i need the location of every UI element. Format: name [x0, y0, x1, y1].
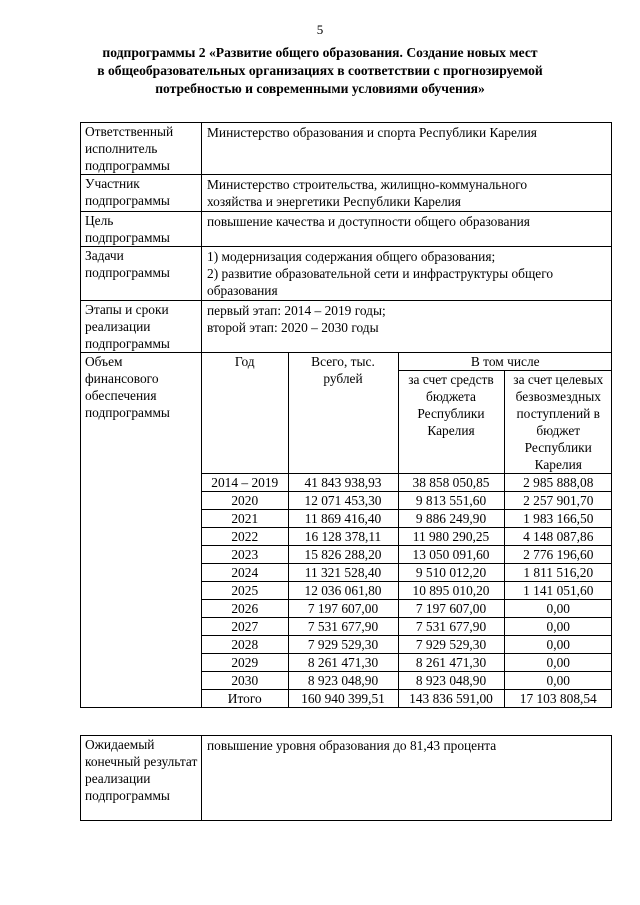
financing-total-cell: 7 929 529,30	[288, 636, 398, 654]
title-line-3: потребностью и современными условиями обучения»	[155, 81, 485, 96]
stages-value	[202, 301, 612, 353]
financing-row	[202, 636, 612, 654]
financing-budget-cell: 7 197 607,00	[398, 600, 504, 618]
responsible-label: Ответственный исполнитель подпрограммы	[81, 123, 202, 175]
financing-grants-cell: 1 811 516,20	[504, 564, 612, 582]
financing-total-cell: 12 036 061,80	[288, 582, 398, 600]
financing-year-cell: 2020	[202, 492, 288, 510]
financing-total-cell: 8 261 471,30	[288, 654, 398, 672]
result-label: Ожидаемый конечный результат реализации подпрограммы	[81, 736, 202, 821]
financing-row	[81, 353, 612, 708]
financing-grants-cell: 2 257 901,70	[504, 492, 612, 510]
financing-grants-cell: 2 776 196,60	[504, 546, 612, 564]
financing-budget-cell: 10 895 010,20	[398, 582, 504, 600]
stage-1: первый этап: 2014 – 2019 годы;	[207, 303, 386, 318]
financing-year-cell: Итого	[202, 690, 288, 708]
financing-total-cell: 11 869 416,40	[288, 510, 398, 528]
header-budget: за счет средств бюджета Республики Карелия	[398, 371, 504, 474]
financing-label: Объем финансового обеспечения подпрограммы	[81, 353, 202, 708]
financing-table	[202, 353, 612, 707]
financing-budget-cell: 9 813 551,60	[398, 492, 504, 510]
financing-grants-cell: 0,00	[504, 636, 612, 654]
financing-year-cell: 2025	[202, 582, 288, 600]
tasks-row	[81, 247, 612, 301]
expected-result-table	[80, 735, 612, 821]
header-including: В том числе	[398, 353, 612, 371]
financing-grants-cell: 2 985 888,08	[504, 474, 612, 492]
financing-grants-cell: 17 103 808,54	[504, 690, 612, 708]
financing-budget-cell: 11 980 290,25	[398, 528, 504, 546]
financing-total-cell: 15 826 288,20	[288, 546, 398, 564]
page-number: 5	[316, 22, 324, 37]
financing-year-cell: 2028	[202, 636, 288, 654]
tasks-value	[202, 247, 612, 301]
financing-row	[202, 690, 612, 708]
financing-total-cell: 160 940 399,51	[288, 690, 398, 708]
header-total: Всего, тыс. рублей	[288, 353, 398, 474]
goal-row	[81, 212, 612, 247]
financing-budget-cell: 143 836 591,00	[398, 690, 504, 708]
financing-grants-cell: 0,00	[504, 600, 612, 618]
title-line-1: подпрограммы 2 «Развитие общего образования. Создание новых мест	[102, 45, 538, 60]
participant-row	[81, 175, 612, 212]
participant-value-line-1: Министерство строительства, жилищно-коммунального	[207, 177, 528, 192]
participant-value-line-2: хозяйства и энергетики Республики Карелия	[207, 194, 461, 209]
tasks-label: Задачи подпрограммы	[81, 247, 202, 301]
financing-row	[202, 546, 612, 564]
financing-total-cell: 7 531 677,90	[288, 618, 398, 636]
financing-grants-cell: 0,00	[504, 654, 612, 672]
financing-year-cell: 2023	[202, 546, 288, 564]
financing-total-cell: 8 923 048,90	[288, 672, 398, 690]
financing-table-body	[202, 474, 612, 708]
financing-row	[202, 528, 612, 546]
task-item-2-line-1: 2) развитие образовательной сети и инфраструктуры общего	[207, 266, 554, 281]
financing-budget-cell: 38 858 050,85	[398, 474, 504, 492]
financing-total-cell: 7 197 607,00	[288, 600, 398, 618]
financing-row	[202, 474, 612, 492]
financing-budget-cell: 7 929 529,30	[398, 636, 504, 654]
header-year: Год	[202, 353, 288, 474]
financing-row	[202, 600, 612, 618]
responsible-value: Министерство образования и спорта Республики Карелия	[202, 123, 612, 175]
financing-year-cell: 2021	[202, 510, 288, 528]
participant-label: Участник подпрограммы	[81, 175, 202, 212]
financing-year-cell: 2026	[202, 600, 288, 618]
page-title	[60, 44, 580, 98]
financing-budget-cell: 8 923 048,90	[398, 672, 504, 690]
financing-year-cell: 2027	[202, 618, 288, 636]
header-grants: за счет целевых безвозмездных поступлений в бюджет Республики Карелия	[504, 371, 612, 474]
task-item-2-line-2: образования	[207, 283, 278, 298]
result-row	[81, 736, 612, 821]
financing-total-cell: 12 071 453,30	[288, 492, 398, 510]
stages-row	[81, 301, 612, 353]
financing-row	[202, 582, 612, 600]
financing-budget-cell: 7 531 677,90	[398, 618, 504, 636]
financing-row	[202, 654, 612, 672]
financing-row	[202, 672, 612, 690]
financing-total-cell: 41 843 938,93	[288, 474, 398, 492]
participant-value	[202, 175, 612, 212]
financing-budget-cell: 8 261 471,30	[398, 654, 504, 672]
financing-row	[202, 564, 612, 582]
financing-year-cell: 2022	[202, 528, 288, 546]
goal-value: повышение качества и доступности общего образования	[202, 212, 612, 247]
financing-grants-cell: 4 148 087,86	[504, 528, 612, 546]
financing-budget-cell: 13 050 091,60	[398, 546, 504, 564]
stage-2: второй этап: 2020 – 2030 годы	[207, 320, 379, 335]
financing-header-row-1	[202, 353, 612, 371]
financing-grants-cell: 0,00	[504, 672, 612, 690]
goal-label: Цель подпрограммы	[81, 212, 202, 247]
financing-year-cell: 2014 – 2019	[202, 474, 288, 492]
financing-row	[202, 510, 612, 528]
financing-grants-cell: 1 983 166,50	[504, 510, 612, 528]
stages-label: Этапы и сроки реализации подпрограммы	[81, 301, 202, 353]
financing-budget-cell: 9 886 249,90	[398, 510, 504, 528]
financing-total-cell: 16 128 378,11	[288, 528, 398, 546]
financing-value	[202, 353, 612, 708]
financing-row	[202, 618, 612, 636]
result-value: повышение уровня образования до 81,43 процента	[202, 736, 612, 821]
financing-grants-cell: 1 141 051,60	[504, 582, 612, 600]
financing-year-cell: 2029	[202, 654, 288, 672]
financing-budget-cell: 9 510 012,20	[398, 564, 504, 582]
financing-grants-cell: 0,00	[504, 618, 612, 636]
financing-row	[202, 492, 612, 510]
task-item-1: 1) модернизация содержания общего образования;	[207, 249, 496, 264]
financing-year-cell: 2030	[202, 672, 288, 690]
title-line-2: в общеобразовательных организациях в соответствии с прогнозируемой	[97, 63, 543, 78]
responsible-row	[81, 123, 612, 175]
financing-total-cell: 11 321 528,40	[288, 564, 398, 582]
subprogram-passport-table	[80, 122, 612, 708]
financing-year-cell: 2024	[202, 564, 288, 582]
